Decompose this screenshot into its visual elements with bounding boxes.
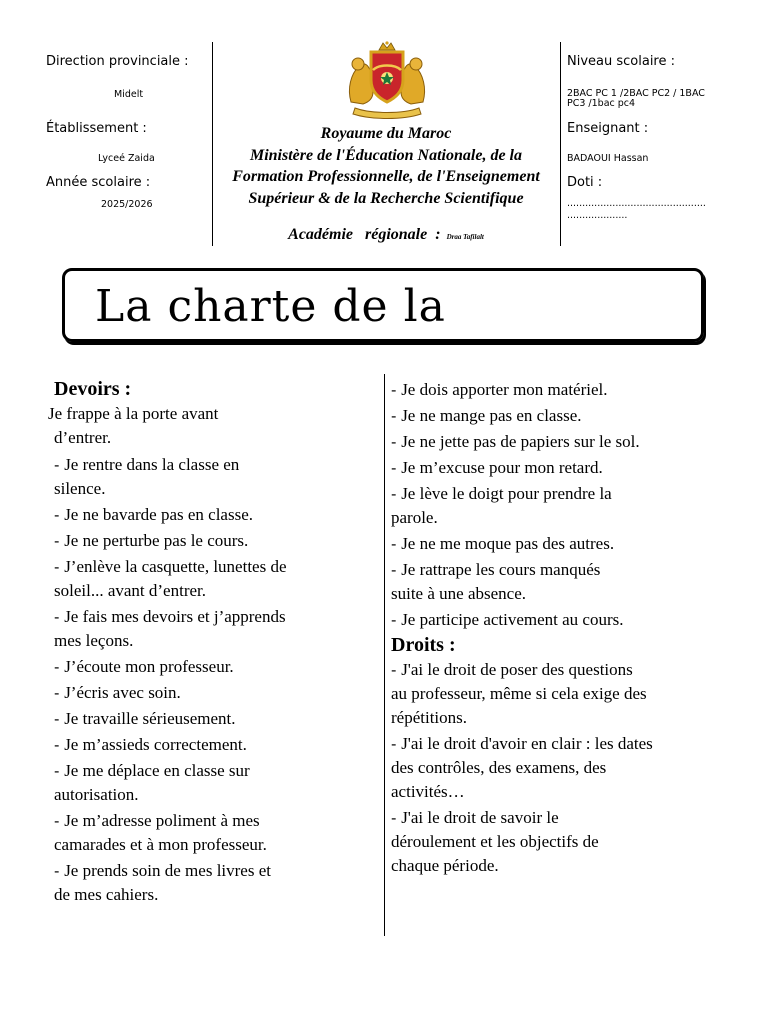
list-item-line: - Je me déplace en classe sur: [54, 761, 250, 780]
list-item-line: - J'ai le droit de savoir le: [391, 808, 559, 827]
bullet-dash: -: [391, 485, 402, 503]
column-divider: [384, 374, 385, 936]
niveau-value: [567, 89, 705, 109]
list-item-line: mes leçons.: [54, 631, 134, 650]
list-item-line: des contrôles, des examens, des: [391, 758, 607, 777]
devoirs-heading: Devoirs :: [54, 378, 132, 400]
list-item-line: au professeur, même si cela exige des: [391, 684, 647, 703]
devoirs-list: [48, 453, 378, 907]
list-item-line: - Je lève le doigt pour prendre la: [391, 484, 612, 503]
list-item-line: - J’enlève la casquette, lunettes de: [54, 557, 287, 576]
list-item-line: - Je ne mange pas en classe.: [391, 406, 582, 425]
niveau-value-line-2: PC3 /1bac pc4: [567, 98, 636, 109]
bullet-dash: -: [391, 535, 402, 553]
list-item-line: chaque période.: [391, 856, 499, 875]
ministry-line-3: Supérieur & de la Recherche Scientifique: [248, 189, 524, 207]
title-box: [62, 268, 704, 342]
list-item: [48, 809, 378, 857]
list-item: [48, 605, 378, 653]
academie-label: Académie régionale :: [288, 226, 441, 243]
list-item: [391, 532, 741, 556]
bullet-dash: -: [391, 735, 402, 753]
header-divider-left: [212, 42, 213, 246]
list-item-line: - Je m’assieds correctement.: [54, 735, 247, 754]
list-item: [391, 378, 741, 402]
list-item-line: - Je dois apporter mon matériel.: [391, 380, 608, 399]
list-item: [391, 732, 741, 804]
academie-line: [218, 226, 554, 244]
bullet-dash: -: [391, 661, 402, 679]
list-item-line: - J'ai le droit d'avoir en clair : les dates: [391, 734, 653, 753]
list-item: [48, 759, 378, 807]
list-item-line: - Je ne perturbe pas le cours.: [54, 531, 249, 550]
list-item-line: - Je fais mes devoirs et j’apprends: [54, 607, 286, 626]
list-item: [48, 681, 378, 705]
bullet-dash: -: [54, 532, 65, 550]
list-item-line: - Je ne bavarde pas en classe.: [54, 505, 253, 524]
list-item-line: - Je prends soin de mes livres et: [54, 861, 271, 880]
etablissement-label: Établissement :: [46, 121, 147, 136]
enseignant-value: BADAOUI Hassan: [567, 153, 649, 164]
list-item-line: silence.: [54, 479, 106, 498]
doti-value: [567, 198, 706, 222]
bullet-dash: -: [54, 684, 65, 702]
direction-label: Direction provinciale :: [46, 54, 189, 69]
list-item-line: - Je rattrape les cours manqués: [391, 560, 601, 579]
annee-value: 2025/2026: [101, 199, 153, 210]
droits-heading: Droits :: [391, 634, 456, 656]
list-item-line: - Je ne jette pas de papiers sur le sol.: [391, 432, 640, 451]
bullet-dash: -: [54, 736, 65, 754]
list-item-line: - J'ai le droit de poser des questions: [391, 660, 633, 679]
doti-dots-1: ..............................................: [567, 198, 706, 209]
bullet-dash: -: [54, 862, 65, 880]
list-item-line: de mes cahiers.: [54, 885, 159, 904]
list-item: [48, 555, 378, 603]
bullet-dash: -: [54, 608, 65, 626]
devoirs-first-line: Je frappe à la porte avant: [48, 404, 219, 423]
list-item: [391, 482, 741, 530]
list-item: [48, 453, 378, 501]
page-title: La charte de la: [95, 281, 446, 332]
list-item-line: - Je m’excuse pour mon retard.: [391, 458, 603, 477]
list-item-line: activités…: [391, 782, 465, 801]
bullet-dash: -: [54, 762, 65, 780]
list-item-line: - J’écris avec soin.: [54, 683, 181, 702]
list-item: [391, 430, 741, 454]
list-item: [48, 503, 378, 527]
list-item-line: - Je travaille sérieusement.: [54, 709, 236, 728]
academie-value: Draa Tafilalt: [446, 233, 484, 241]
doti-dots-2: ....................: [567, 210, 628, 221]
ministry-line-2: Formation Professionnelle, de l'Enseignement: [232, 168, 540, 185]
devoirs-column: [48, 376, 378, 909]
niveau-value-line-1: 2BAC PC 1 /2BAC PC2 / 1BAC: [567, 88, 705, 99]
doti-label: Doti :: [567, 175, 603, 190]
ministry-header: [218, 123, 554, 209]
list-item: [391, 608, 741, 632]
bullet-dash: -: [54, 710, 65, 728]
annee-label: Année scolaire :: [46, 175, 151, 190]
list-item: [48, 529, 378, 553]
list-item: [48, 859, 378, 907]
list-item-line: soleil... avant d’entrer.: [54, 581, 207, 600]
etablissement-value: Lyceé Zaida: [98, 153, 155, 164]
list-item-line: camarades et à mon professeur.: [54, 835, 267, 854]
list-item: [391, 806, 741, 878]
list-item-line: - Je rentre dans la classe en: [54, 455, 240, 474]
list-item: [391, 658, 741, 730]
royal-coat-of-arms-icon: [343, 40, 431, 120]
direction-value: Midelt: [114, 89, 144, 100]
bullet-dash: -: [54, 658, 65, 676]
list-item: [48, 655, 378, 679]
list-item-line: - Je m’adresse poliment à mes: [54, 811, 260, 830]
list-item: [48, 733, 378, 757]
devoirs-first-line-cont: d’entrer.: [54, 428, 112, 447]
niveau-label: Niveau scolaire :: [567, 54, 675, 69]
bullet-dash: -: [54, 456, 65, 474]
list-item: [391, 456, 741, 480]
devoirs-list-continued: [391, 378, 741, 632]
right-column: [391, 378, 741, 880]
bullet-dash: -: [391, 381, 402, 399]
bullet-dash: -: [391, 611, 402, 629]
list-item-line: déroulement et les objectifs de: [391, 832, 599, 851]
bullet-dash: -: [391, 407, 402, 425]
header-divider-right: [560, 42, 561, 246]
enseignant-label: Enseignant :: [567, 121, 649, 136]
bullet-dash: -: [54, 812, 65, 830]
bullet-dash: -: [391, 459, 402, 477]
list-item-line: - J’écoute mon professeur.: [54, 657, 234, 676]
list-item: [391, 558, 741, 606]
list-item: [391, 404, 741, 428]
bullet-dash: -: [391, 433, 402, 451]
bullet-dash: -: [54, 506, 65, 524]
bullet-dash: -: [391, 561, 402, 579]
list-item-line: répétitions.: [391, 708, 468, 727]
list-item-line: - Je ne me moque pas des autres.: [391, 534, 615, 553]
bullet-dash: -: [54, 558, 65, 576]
list-item-line: parole.: [391, 508, 438, 527]
kingdom-line: Royaume du Maroc: [320, 125, 452, 142]
droits-list: [391, 658, 741, 878]
list-item-line: autorisation.: [54, 785, 139, 804]
list-item-line: - Je participe activement au cours.: [391, 610, 624, 629]
bullet-dash: -: [391, 809, 402, 827]
ministry-line-1: Ministère de l'Éducation Nationale, de la: [249, 146, 522, 164]
list-item: [48, 707, 378, 731]
list-item-line: suite à une absence.: [391, 584, 526, 603]
